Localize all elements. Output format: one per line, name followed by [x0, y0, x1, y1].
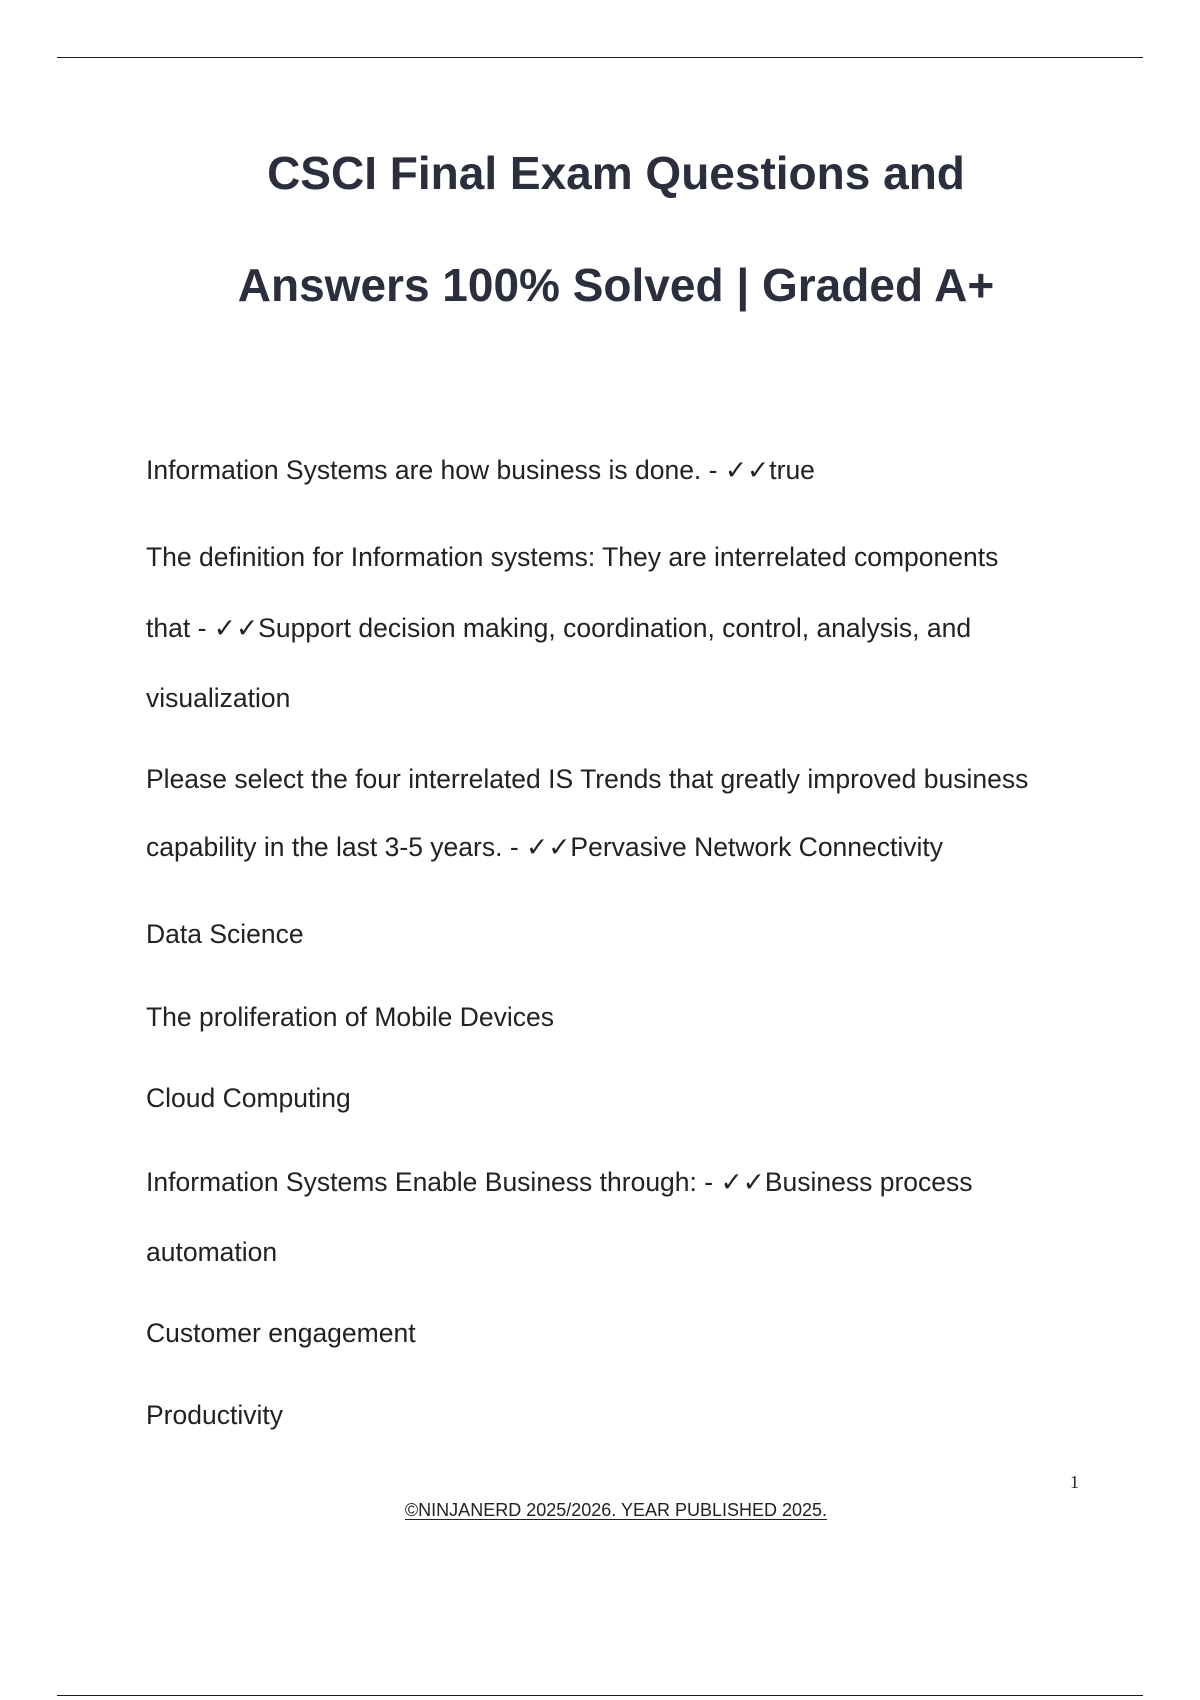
page-number: 1: [1070, 1472, 1079, 1492]
footer-copyright: ©NINJANERD 2025/2026. YEAR PUBLISHED 2025.: [404, 1500, 828, 1520]
qa-line-11: automation: [146, 1237, 278, 1267]
title-line-2: Answers 100% Solved | Graded A+: [237, 259, 995, 311]
footer: [0, 1500, 1200, 1521]
qa-line-2: The definition for Information systems: They are interrelated components: [146, 542, 999, 572]
qa-line-8: The proliferation of Mobile Devices: [146, 1002, 554, 1032]
qa-line-1: Information Systems are how business is done. - ✓✓true: [146, 455, 815, 485]
qa-line-10: Information Systems Enable Business through: - ✓✓Business process: [146, 1167, 973, 1197]
qa-line-5: Please select the four interrelated IS Trends that greatly improved business: [146, 764, 1029, 794]
qa-line-4: visualization: [146, 683, 291, 713]
top-rule: [57, 57, 1143, 58]
bottom-rule: [57, 1695, 1143, 1696]
qa-line-12: Customer engagement: [146, 1318, 416, 1348]
document-title: [0, 135, 1200, 359]
qa-line-3: that - ✓✓Support decision making, coordination, control, analysis, and: [146, 613, 972, 643]
qa-line-6: capability in the last 3-5 years. - ✓✓Pervasive Network Connectivity: [146, 832, 944, 862]
qa-line-7: Data Science: [146, 919, 304, 949]
qa-line-13: Productivity: [146, 1400, 283, 1430]
qa-line-9: Cloud Computing: [146, 1083, 351, 1113]
title-line-1: CSCI Final Exam Questions and: [267, 147, 965, 199]
